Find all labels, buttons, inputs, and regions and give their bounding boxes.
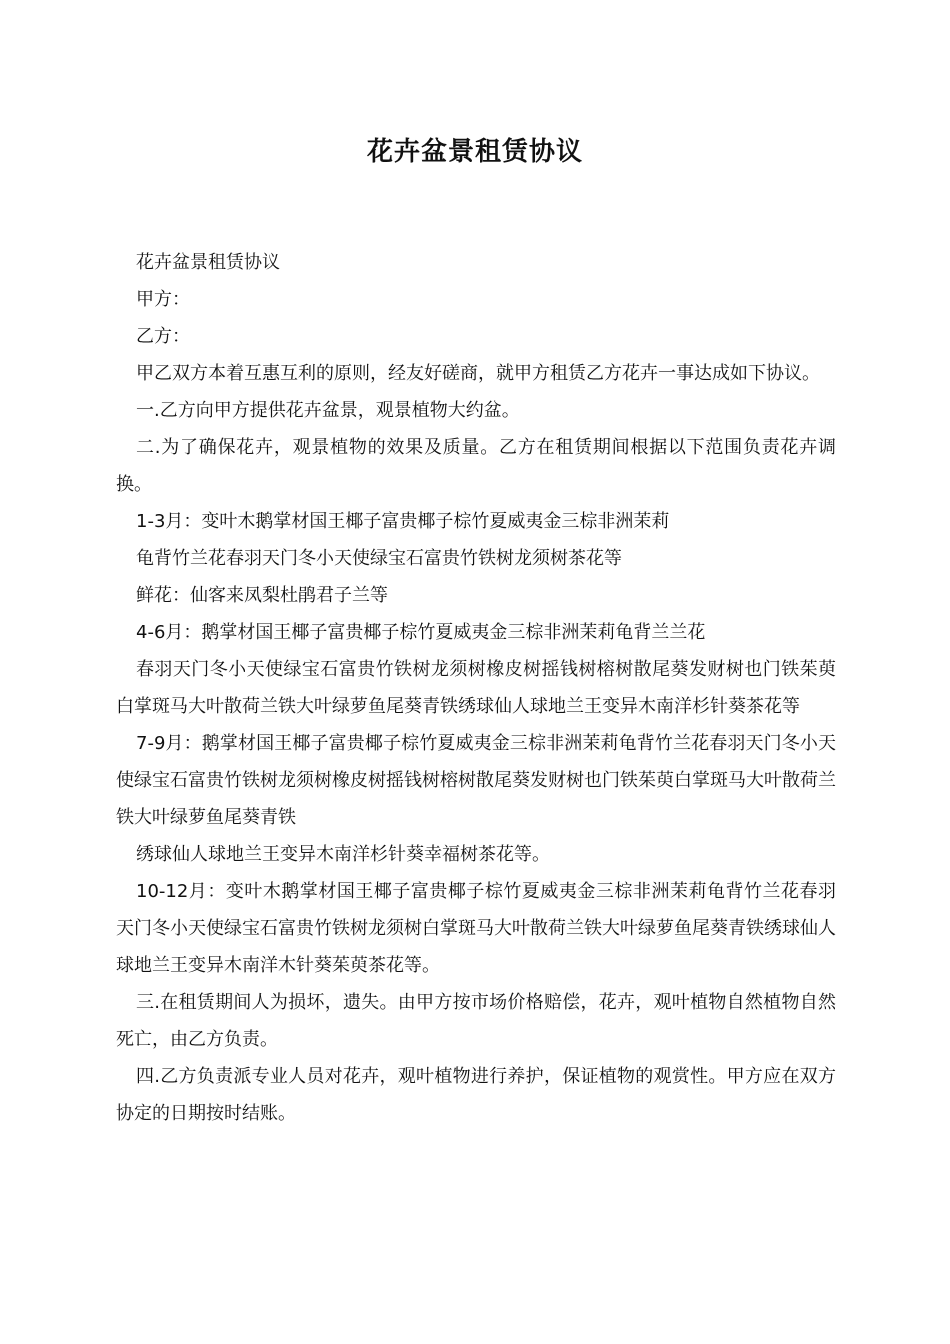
paragraph-clause-1: 一.乙方向甲方提供花卉盆景，观景植物大约盆。 <box>136 400 520 421</box>
paragraph-party-a: 甲方： <box>136 289 190 310</box>
paragraph-clause-3: 三.在租赁期间人为损坏，遗失。由甲方按市场价格赔偿，花卉，观叶植物自然植物自然死亡，由乙方负责。 <box>116 992 836 1050</box>
paragraph-jul-sep-cont: 绣球仙人球地兰王变异木南洋杉针葵幸福树茶花等。 <box>136 844 550 865</box>
paragraph-heading: 花卉盆景租赁协议 <box>136 252 280 273</box>
paragraph-jan-mar-cont: 龟背竹兰花春羽天门冬小天使绿宝石富贵竹铁树龙须树茶花等 <box>136 548 622 569</box>
document-title: 花卉盆景租赁协议 <box>366 137 583 167</box>
paragraph-apr-jun: 4-6月：鹅掌材国王椰子富贵椰子棕竹夏威夷金三棕非洲茉莉龟背兰兰花 <box>136 622 706 643</box>
paragraph-jan-mar: 1-3月：变叶木鹅掌材国王椰子富贵椰子棕竹夏威夷金三棕非洲茉莉 <box>136 511 670 532</box>
paragraph-fresh-flowers: 鲜花：仙客来凤梨杜鹃君子兰等 <box>136 585 388 606</box>
paragraph-apr-jun-cont: 春羽天门冬小天使绿宝石富贵竹铁树龙须树橡皮树摇钱树榕树散尾葵发财树也门铁茱萸白掌斑马大叶散荷兰铁大叶绿萝鱼尾葵青铁绣球仙人球地兰王变异木南洋杉针葵茶花等 <box>116 659 836 717</box>
paragraph-jul-sep: 7-9月：鹅掌材国王椰子富贵椰子棕竹夏威夷金三棕非洲茉莉龟背竹兰花春羽天门冬小天使绿宝石富贵竹铁树龙须树橡皮树摇钱树榕树散尾葵发财树也门铁茱萸白掌斑马大叶散荷兰铁大叶绿萝鱼尾葵青铁 <box>116 733 836 828</box>
paragraph-clause-4: 四.乙方负责派专业人员对花卉，观叶植物进行养护，保证植物的观赏性。甲方应在双方协定的日期按时结账。 <box>116 1066 836 1124</box>
paragraph-party-b: 乙方： <box>136 326 190 347</box>
paragraph-clause-2: 二.为了确保花卉，观景植物的效果及质量。乙方在租赁期间根据以下范围负责花卉调换。 <box>116 437 836 495</box>
paragraph-preamble: 甲乙双方本着互惠互利的原则，经友好磋商，就甲方租赁乙方花卉一事达成如下协议。 <box>136 363 820 384</box>
document-body <box>116 244 836 1132</box>
paragraph-oct-dec: 10-12月：变叶木鹅掌材国王椰子富贵椰子棕竹夏威夷金三棕非洲茉莉龟背竹兰花春羽天门冬小天使绿宝石富贵竹铁树龙须树白掌斑马大叶散荷兰铁大叶绿萝鱼尾葵青铁绣球仙人球地兰王变异木南洋木针葵茱萸茶花等。 <box>116 881 836 976</box>
